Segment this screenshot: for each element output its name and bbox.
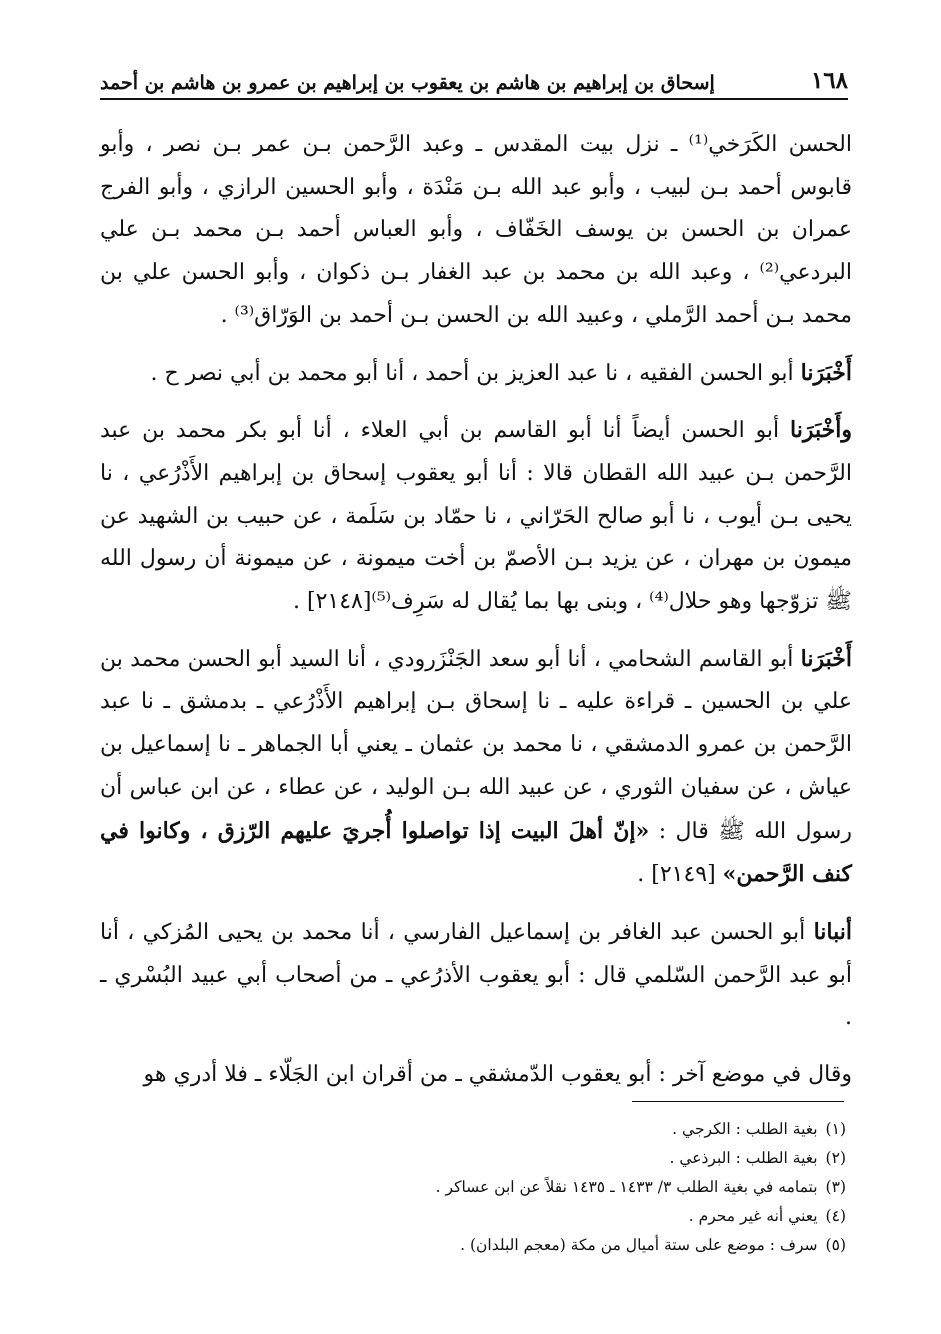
footnote-mark: (٤) [825, 1207, 846, 1225]
paragraph-text: أبو الحسن الفقيه ، نا عبد العزيز بن أحمد ، أنا أبو محمد بن أبي نصر ح . [150, 360, 794, 386]
footnote-separator [632, 1101, 844, 1102]
footnote [300, 1202, 846, 1231]
footnote-mark: (٢) [825, 1149, 846, 1167]
paragraph [100, 409, 852, 624]
transmission-keyword: أَخْبَرَنا [800, 359, 852, 386]
footnote-text: بتمامه في بغية الطلب ٣/ ١٤٣٣ ـ ١٤٣٥ نقلاً عن ابن عساكر . [435, 1178, 818, 1196]
transmission-keyword: وأَخْبَرَنا [790, 417, 852, 444]
footnote [300, 1144, 846, 1173]
page-header [100, 56, 848, 100]
transmission-keyword: أَخْبَرَنا [800, 645, 852, 672]
footnote [300, 1231, 846, 1260]
footnote-mark: (٥) [825, 1236, 846, 1254]
footnote-text: سرف : موضع على ستة أميال من مكة (معجم البلدان) . [460, 1236, 818, 1254]
paragraph [100, 638, 852, 897]
paragraph-text: أبو الحسن أيضاً أنا أبو القاسم بن أبي العلاء ، أنا أبو بكر محمد بن عبد الرَّحمن بـن عبيد الله القطان قالا : أنا أبو يعقوب إسحاق بن إبراهيم الأَذْرُعي ، نا يحيى بـن أيوب ، نا أبو صالح الحَرّاني ، نا حمّاد بن سَلَمة ، عن حبيب بن الشهيد عن ميمون بن مهران ، عن يزيد بـن الأصمّ بن أخت ميمونة ، عن ميمونة أن رسول الله ﷺ تزوّجها وهو حلال⁽⁴⁾ ، وبنى بها بما يُقال له سَرِف⁽⁵⁾[٢١٤٨] . [100, 418, 852, 615]
paragraph [100, 1054, 852, 1097]
running-title: إسحاق بن إبراهيم بن هاشم بن يعقوب بن إبراهيم بن عمرو بن هاشم بن أحمد [100, 72, 715, 94]
paragraph [100, 911, 852, 1040]
footnotes [300, 1115, 846, 1260]
footnote [300, 1115, 846, 1144]
footnote [300, 1173, 846, 1202]
paragraph-text: أبو القاسم الشحامي ، أنا أبو سعد الجَنْزَرودي ، أنا السيد أبو الحسن محمد بن علي بن الحسين ـ قراءة عليه ـ نا إسحاق بـن إبراهيم الأَذْرُعي ـ بدمشق ـ نا عبد الرَّحمن بن عمرو الدمشقي ، نا محمد بن عثمان ـ يعني أبا الجماهر ـ نا إسماعيل بن عياش ، عن سفيان الثوري ، عن عبيد الله بـن الوليد ، عن عطاء ، عن ابن عباس أن رسول الله ﷺ قال : [100, 646, 852, 844]
main-text [100, 124, 852, 1111]
footnote-text: بغية الطلب : الكرجي . [672, 1120, 818, 1138]
paragraph [100, 352, 852, 396]
footnote-text: يعني أنه غير محرم . [688, 1207, 818, 1225]
page-number: ١٦٨ [810, 67, 848, 94]
paragraph [100, 124, 852, 338]
transmission-keyword: أنبانا [813, 918, 852, 945]
paragraph-text: الحسن الكَرَخي⁽¹⁾ ـ نزل بيت المقدس ـ وعبد الرَّحمن بـن عمر بـن نصر ، وأبو قابوس أحمد بـن لبيب ، وأبو عبد الله بـن مَنْدَة ، وأبو الحسين الرازي ، وأبو الفرج عمران بن الحسن بن يوسف الخَفّاف ، وأبو العباس أحمد بـن محمد بـن علي البردعي⁽²⁾ ، وعبد الله بن محمد بن عبد الغفار بـن ذكوان ، وأبو الحسن علي بن محمد بـن أحمد الرَّملي ، وعبيد الله بن الحسن بـن أحمد بن الوَرّاق⁽³⁾ . [100, 132, 853, 328]
hadith-number: [٢١٤٩] . [637, 862, 716, 888]
footnote-mark: (٣) [825, 1178, 846, 1196]
paragraph-text: أبو الحسن عبد الغافر بن إسماعيل الفارسي ، أنا محمد بن يحيى المُزكي ، أنا أبو عبد الرَّحمن السّلمي قال : أبو يعقوب الأذرُعي ـ من أصحاب أبي عبيد البُسْري ـ . [100, 919, 852, 1031]
footnote-mark: (١) [825, 1120, 846, 1138]
hadith-quote: «إنّ أهلَ البيت إذا تواصلوا أُجريَ عليهم الرّزق ، وكانوا في كنف الرَّحمن» [100, 817, 852, 888]
footnote-text: بغية الطلب : البرذعي . [669, 1149, 818, 1167]
paragraph-text: وقال في موضع آخر : أبو يعقوب الدّمشقي ـ من أقران ابن الجَلّاء ـ فلا أدري هو [143, 1062, 852, 1088]
